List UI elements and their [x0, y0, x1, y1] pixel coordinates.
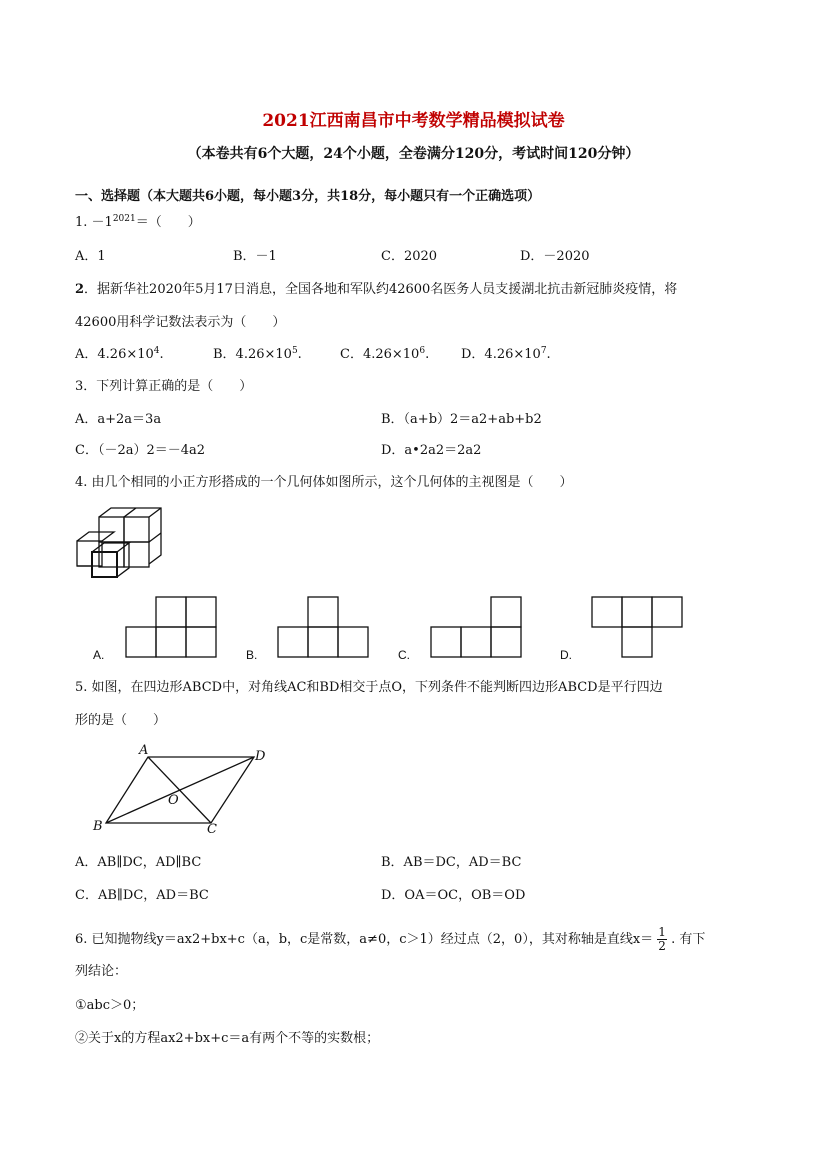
q2-number: 2 — [75, 282, 85, 297]
question-3-stem: 3．下列计算正确的是（ ） — [75, 379, 253, 394]
question-4-stem: 4. 由几个相同的小正方形搭成的一个几何体如图所示，这个几何体的主视图是（ ） — [75, 475, 573, 490]
question-6-line-2: 列结论： — [75, 964, 128, 979]
q2-text: ．据新华社2020年5月17日消息，全国各地和军队约42600名医务人员支援湖北抗击新冠肺炎疫情，将 — [84, 282, 678, 297]
question-6-line-1 — [75, 926, 705, 953]
q4-label-d[interactable]: D. — [560, 648, 572, 662]
q6-fraction: $\frac{1}{2}$ — [658, 925, 666, 953]
section-heading: 一、选择题（本大题共6小题，每小题3分，共18分，每小题只有一个正确选项） — [75, 189, 541, 204]
q3-option-b[interactable]: B．（a+b）2＝a2+ab+b2 — [381, 412, 542, 427]
q1-option-a[interactable]: A．1 — [75, 249, 106, 264]
question-5-line-1: 5. 如图，在四边形ABCD中，对角线AC和BD相交于点O，下列条件不能判断四边形ABCD是平行四边 — [75, 680, 663, 695]
point-b-label: B — [93, 819, 103, 834]
point-d-label: D — [255, 749, 266, 764]
q1-tail: ＝（ ） — [135, 215, 201, 230]
q6-item-1: ①abc＞0； — [75, 998, 145, 1013]
q5-option-d[interactable]: D．OA＝OC，OB＝OD — [381, 888, 526, 903]
q1-exponent: 2021 — [112, 214, 136, 224]
q1-option-c[interactable]: C．2020 — [381, 249, 438, 264]
point-c-label: C — [207, 822, 217, 837]
q3-option-a[interactable]: A．a+2a＝3a — [75, 412, 162, 427]
q2-option-c[interactable]: C．$4.26\times 10^6$. — [340, 346, 430, 362]
point-o-label: O — [168, 793, 179, 808]
question-2-line-1 — [75, 281, 677, 299]
q4-label-a[interactable]: A. — [93, 648, 105, 662]
q6-text-end: . 有下 — [671, 932, 706, 947]
page-title: 2021江西南昌市中考数学精品模拟试卷 — [262, 111, 565, 131]
q3-option-c[interactable]: C．（－2a）2＝－4a2 — [75, 443, 206, 458]
q4-label-c[interactable]: C. — [398, 648, 410, 662]
q5-option-b[interactable]: B．AB＝DC，AD＝BC — [381, 855, 522, 870]
q1-option-d[interactable]: D．－2020 — [520, 249, 590, 264]
point-a-label: A — [139, 743, 149, 758]
question-5-line-2: 形的是（ ） — [75, 713, 167, 728]
question-2-line-2: 42600用科学记数法表示为（ ） — [75, 315, 286, 330]
q4-label-b[interactable]: B. — [246, 648, 258, 662]
page-subtitle: （本卷共有6个大题，24个小题，全卷满分120分，考试时间120分钟） — [187, 146, 640, 162]
q1-number: 1. — [75, 215, 88, 230]
q5-option-a[interactable]: A．AB∥DC，AD∥BC — [75, 855, 202, 870]
q3-option-d[interactable]: D．a•2a2＝2a2 — [381, 443, 482, 458]
question-1-stem — [75, 214, 201, 232]
q2-option-a[interactable]: A．$4.26\times 10^4$. — [75, 346, 164, 362]
q2-option-b[interactable]: B．$4.26\times 10^5$. — [213, 346, 302, 362]
q6-item-2: ②关于x的方程ax2+bx+c＝a有两个不等的实数根； — [75, 1031, 380, 1046]
q6-text: 6. 已知抛物线y＝ax2+bx+c（a，b，c是常数，a≠0，c＞1）经过点（2，0），其对称轴是直线x＝ — [75, 932, 654, 947]
q2-option-d[interactable]: D．$4.26\times 10^7$. — [461, 346, 551, 362]
q1-option-b[interactable]: B．－1 — [233, 249, 277, 264]
q1-base: －1 — [91, 215, 113, 230]
q5-option-c[interactable]: C．AB∥DC，AD＝BC — [75, 888, 209, 903]
